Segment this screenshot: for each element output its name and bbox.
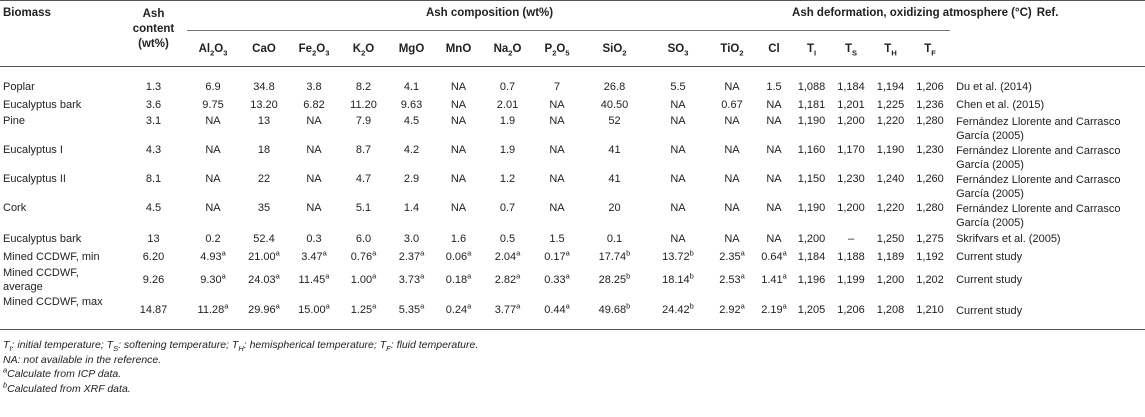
composition-cell: 11.28$^a$ <box>187 294 239 330</box>
biomass-cell: Eucalyptus bark <box>3 98 82 111</box>
temperature-cell: 1,200 <box>876 273 905 286</box>
composition-cell: 17.74$^b$ <box>598 247 631 263</box>
composition-cell: NA <box>670 98 686 111</box>
temperature-cell: 1,205 <box>792 294 831 330</box>
composition-cell: 18 <box>257 143 271 156</box>
composition-cell: 9.75 <box>202 98 224 111</box>
composition-cell: NA <box>724 114 740 127</box>
spacer-row <box>0 67 1145 78</box>
composition-cell: NA <box>549 98 565 111</box>
composition-cell: 4.1 <box>403 80 420 93</box>
composition-cell: NA <box>766 201 782 214</box>
temperature-cell: 1,240 <box>876 172 905 185</box>
composition-cell: 52 <box>608 114 621 127</box>
composition-cell: 0.1 <box>606 232 623 245</box>
composition-cell: 29.96$^a$ <box>239 294 289 330</box>
composition-cell: 2.35$^a$ <box>719 247 745 263</box>
temperature-cell: 1,225 <box>876 98 905 111</box>
temperature-cell: 1,260 <box>916 172 944 185</box>
temperature-cell: 1,181 <box>797 98 826 111</box>
temperature-cell: 1,206 <box>831 294 871 330</box>
ash-content-cell: 8.1 <box>145 172 162 185</box>
composition-cell: 35 <box>257 201 271 214</box>
header-temp: $T_I$ <box>792 31 831 67</box>
composition-cell: NA <box>724 232 740 245</box>
composition-cell: 3.73$^a$ <box>398 270 425 286</box>
composition-cell: 5.5 <box>670 80 686 93</box>
composition-cell: NA <box>724 172 740 185</box>
header-oxide: $P_2O_5$ <box>533 31 581 67</box>
composition-cell: 41 <box>608 172 621 185</box>
table-row <box>0 294 1145 330</box>
composition-cell: 9.63 <box>400 98 423 111</box>
reference-cell: Skrifvars et al. (2005) <box>956 232 1061 245</box>
temperature-cell: 1,170 <box>837 143 865 156</box>
biomass-cell: Mined CCDWF, max <box>0 294 120 330</box>
composition-cell: 1.4 <box>403 201 420 214</box>
header-oxide: MgO <box>388 31 435 67</box>
table-notes <box>0 338 1145 396</box>
composition-cell: 0.33$^a$ <box>544 270 570 286</box>
note-icp: $^a$Calculate from ICP data. <box>3 365 122 381</box>
composition-cell: 2.19$^a$ <box>756 294 792 330</box>
biomass-cell: Mined CCDWF, average <box>3 266 79 293</box>
composition-cell: 1.00$^a$ <box>350 270 377 286</box>
temperature-cell: 1,200 <box>837 114 865 127</box>
temperature-cell: – <box>847 232 855 245</box>
composition-cell: NA <box>450 172 467 185</box>
composition-cell: 21.00$^a$ <box>248 247 280 263</box>
reference-cell: Fernández Llorente and Carrasco García (2005) <box>956 173 1121 200</box>
composition-cell: 1.6 <box>450 232 467 245</box>
composition-cell: NA <box>766 98 782 111</box>
reference-cell: Chen et al. (2015) <box>956 98 1045 111</box>
temperature-cell: 1,192 <box>916 250 944 263</box>
temperature-cell: 1,280 <box>916 114 944 127</box>
composition-cell: 18.14$^b$ <box>662 270 694 286</box>
temperature-cell: 1,236 <box>916 98 944 111</box>
composition-cell: NA <box>450 143 467 156</box>
temperature-cell: 1,230 <box>916 143 944 156</box>
biomass-cell: Mined CCDWF, min <box>3 250 100 263</box>
temperature-cell: 1,275 <box>916 232 944 245</box>
composition-cell: 15.00$^a$ <box>289 294 339 330</box>
composition-cell: 24.03$^a$ <box>248 270 280 286</box>
reference-cell: Du et al. (2014) <box>956 80 1032 93</box>
ash-content-cell: 14.87 <box>120 294 187 330</box>
composition-cell: NA <box>306 143 322 156</box>
composition-cell: 0.7 <box>499 80 516 93</box>
composition-cell: 0.24$^a$ <box>435 294 482 330</box>
composition-cell: 2.53$^a$ <box>719 270 745 286</box>
composition-cell: 1.9 <box>499 114 516 127</box>
composition-cell: 0.2 <box>205 232 221 245</box>
composition-cell: 3.8 <box>306 80 322 93</box>
composition-cell: 28.25$^b$ <box>598 270 631 286</box>
temperature-cell: 1,230 <box>837 172 865 185</box>
composition-cell: NA <box>670 172 686 185</box>
composition-cell: 7.9 <box>355 114 372 127</box>
temperature-cell: 1,190 <box>876 143 905 156</box>
composition-cell: 9.30$^a$ <box>200 270 226 286</box>
header-oxide: Cl <box>756 31 792 67</box>
temperature-cell: 1,210 <box>910 294 950 330</box>
temperature-cell: 1,188 <box>837 250 865 263</box>
composition-cell: 4.93$^a$ <box>200 247 226 263</box>
header-ref: Ref. <box>950 1 1145 67</box>
composition-cell: NA <box>306 201 322 214</box>
composition-cell: 6.0 <box>355 232 372 245</box>
composition-cell: NA <box>450 114 467 127</box>
composition-cell: 5.35$^a$ <box>388 294 435 330</box>
note-na: NA: not available in the reference. <box>3 353 162 366</box>
temperature-cell: 1,189 <box>876 250 905 263</box>
ash-content-cell: 1.3 <box>145 80 162 93</box>
composition-cell: NA <box>549 172 565 185</box>
composition-cell: 2.01 <box>496 98 519 111</box>
composition-cell: NA <box>450 98 467 111</box>
temperature-cell: 1,088 <box>797 80 826 93</box>
composition-cell: 11.45$^a$ <box>298 270 330 286</box>
composition-cell: 13.72$^b$ <box>662 247 694 263</box>
table-row <box>0 248 1145 266</box>
biomass-cell: Cork <box>3 201 27 214</box>
biomass-cell: Eucalyptus I <box>3 143 63 156</box>
composition-cell: 1.41$^a$ <box>761 270 787 286</box>
temperature-cell: 1,160 <box>797 143 826 156</box>
temperature-cell: 1,280 <box>916 201 944 214</box>
header-ash-deformation: Ash deformation, oxidizing atmosphere (°C) <box>792 1 950 31</box>
biomass-cell: Eucalyptus bark <box>3 232 82 245</box>
composition-cell: 2.82$^a$ <box>494 270 521 286</box>
composition-cell: 0.18$^a$ <box>445 270 472 286</box>
composition-cell: 11.20 <box>350 98 377 111</box>
header-oxide: $SO_3$ <box>648 31 708 67</box>
table-row <box>0 78 1145 96</box>
temperature-cell: 1,250 <box>876 232 905 245</box>
composition-cell: NA <box>766 232 782 245</box>
composition-cell: 0.44$^a$ <box>533 294 581 330</box>
composition-cell: 26.8 <box>603 80 626 93</box>
reference-cell: Fernández Llorente and Carrasco García (2005) <box>956 202 1121 229</box>
header-oxide: $K_2O$ <box>339 31 388 67</box>
biomass-cell: Poplar <box>3 80 35 93</box>
composition-cell: 8.7 <box>355 143 372 156</box>
composition-cell: 5.1 <box>355 201 372 214</box>
temperature-cell: 1,184 <box>797 250 826 263</box>
composition-cell: 2.9 <box>403 172 420 185</box>
composition-cell: 8.2 <box>355 80 372 93</box>
temperature-cell: 1,190 <box>797 114 826 127</box>
composition-cell: 3.0 <box>403 232 420 245</box>
composition-cell: NA <box>724 201 740 214</box>
ash-content-cell: 6.20 <box>142 250 165 263</box>
biomass-cell: Pine <box>3 114 26 127</box>
temperature-cell: 1,150 <box>797 172 826 185</box>
composition-cell: NA <box>205 201 221 214</box>
composition-cell: NA <box>766 172 782 185</box>
composition-cell: 0.7 <box>499 201 516 214</box>
composition-cell: 0.06$^a$ <box>445 247 472 263</box>
note-xrf: $^b$Calculated from XRF data. <box>3 380 131 395</box>
ash-content-cell: 13 <box>147 232 160 245</box>
biomass-cell: Eucalyptus II <box>3 172 66 185</box>
table-row <box>0 114 1145 143</box>
composition-cell: NA <box>549 114 565 127</box>
header-oxide: $Al_2O_3$ <box>187 31 239 67</box>
header-oxide: $Fe_2O_3$ <box>289 31 339 67</box>
composition-cell: NA <box>450 201 467 214</box>
composition-cell: NA <box>549 143 565 156</box>
header-oxide: CaO <box>239 31 289 67</box>
composition-cell: 22 <box>257 172 271 185</box>
composition-cell: 52.4 <box>253 232 275 245</box>
ash-content-cell: 3.6 <box>145 98 162 111</box>
temperature-cell: 1,184 <box>837 80 865 93</box>
composition-cell: NA <box>205 143 221 156</box>
reference-cell: Fernández Llorente and Carrasco García (2005) <box>956 115 1121 142</box>
composition-cell: NA <box>549 201 565 214</box>
composition-cell: 0.64$^a$ <box>761 247 787 263</box>
temperature-cell: 1,220 <box>876 201 905 214</box>
table-row <box>0 96 1145 114</box>
composition-cell: 3.47$^a$ <box>301 247 327 263</box>
table-row <box>0 266 1145 294</box>
composition-cell: 1.25$^a$ <box>339 294 388 330</box>
header-temp: $T_F$ <box>910 31 950 67</box>
composition-cell: 2.37$^a$ <box>398 247 425 263</box>
table-row <box>0 172 1145 201</box>
header-oxide: $Na_2O$ <box>482 31 533 67</box>
ash-content-cell: 4.5 <box>145 201 162 214</box>
temperature-cell: 1,206 <box>916 80 944 93</box>
composition-cell: NA <box>670 143 686 156</box>
composition-cell: 24.42$^b$ <box>648 294 708 330</box>
composition-cell: 2.92$^a$ <box>708 294 756 330</box>
composition-cell: 1.2 <box>499 172 516 185</box>
reference-cell: Current study <box>950 294 1145 330</box>
header-temp: $T_H$ <box>871 31 910 67</box>
composition-cell: 2.04$^a$ <box>494 247 521 263</box>
composition-cell: 13 <box>257 114 271 127</box>
composition-cell: 4.7 <box>355 172 372 185</box>
ash-content-cell: 9.26 <box>142 273 165 286</box>
composition-cell: NA <box>724 143 740 156</box>
composition-cell: NA <box>205 172 221 185</box>
temperature-cell: 1,202 <box>916 273 944 286</box>
table-row <box>0 201 1145 230</box>
composition-cell: NA <box>306 172 322 185</box>
header-ash-composition: Ash composition (wt%) <box>187 1 792 31</box>
composition-cell: 40.50 <box>600 98 629 111</box>
composition-cell: 7 <box>553 80 561 93</box>
table-header <box>0 1 1145 67</box>
composition-cell: NA <box>670 201 686 214</box>
composition-cell: NA <box>766 143 782 156</box>
composition-cell: 34.8 <box>253 80 275 93</box>
temperature-cell: 1,196 <box>797 273 826 286</box>
composition-cell: 41 <box>608 143 621 156</box>
header-row-1 <box>0 1 1145 31</box>
header-oxide: MnO <box>435 31 482 67</box>
table-row <box>0 143 1145 172</box>
header-ash-content: Ash content (wt%) <box>120 1 187 67</box>
composition-cell: 13.20 <box>250 98 278 111</box>
composition-cell: 3.77$^a$ <box>482 294 533 330</box>
composition-cell: 1.5 <box>766 80 782 93</box>
composition-cell: 0.5 <box>499 232 516 245</box>
composition-cell: NA <box>205 114 221 127</box>
temperature-cell: 1,194 <box>876 80 905 93</box>
reference-cell: Fernández Llorente and Carrasco García (2005) <box>956 144 1121 171</box>
composition-cell: NA <box>724 80 740 93</box>
composition-cell: NA <box>450 80 467 93</box>
ash-content-cell: 3.1 <box>145 114 162 127</box>
composition-cell: 6.9 <box>205 80 221 93</box>
reference-cell: Current study <box>956 250 1023 263</box>
header-oxide: SiO$_2$ <box>581 31 648 67</box>
header-biomass: Biomass <box>0 1 120 67</box>
composition-cell: 1.9 <box>499 143 516 156</box>
composition-cell: 4.5 <box>403 114 420 127</box>
table-body <box>0 67 1145 330</box>
composition-cell: 0.3 <box>306 232 322 245</box>
composition-cell: 0.76$^a$ <box>350 247 377 263</box>
ash-content-cell: 4.3 <box>145 143 162 156</box>
temperature-cell: 1,220 <box>876 114 905 127</box>
temperature-cell: 1,200 <box>797 232 826 245</box>
composition-cell: 6.82 <box>303 98 325 111</box>
composition-cell: 1.5 <box>549 232 565 245</box>
header-oxide: TiO$_2$ <box>708 31 756 67</box>
reference-cell: Current study <box>956 273 1023 286</box>
composition-cell: 20 <box>608 201 621 214</box>
composition-cell: 0.17$^a$ <box>544 247 570 263</box>
composition-cell: NA <box>766 114 782 127</box>
composition-cell: 49.68$^b$ <box>581 294 648 330</box>
temperature-cell: 1,208 <box>871 294 910 330</box>
temperature-cell: 1,199 <box>837 273 865 286</box>
temperature-cell: 1,201 <box>837 98 865 111</box>
composition-cell: NA <box>670 232 686 245</box>
composition-cell: 4.2 <box>403 143 420 156</box>
composition-cell: NA <box>306 114 322 127</box>
note-temperatures: $T_I$: initial temperature; $T_S$: softening temperature; $T_H$: hemispherical temperature; $T_F$: fluid temperature. <box>3 339 479 354</box>
header-temp: $T_S$ <box>831 31 871 67</box>
temperature-cell: 1,200 <box>837 201 865 214</box>
composition-cell: 0.67 <box>721 98 743 111</box>
composition-cell: NA <box>670 114 686 127</box>
temperature-cell: 1,190 <box>797 201 826 214</box>
table-row <box>0 230 1145 248</box>
